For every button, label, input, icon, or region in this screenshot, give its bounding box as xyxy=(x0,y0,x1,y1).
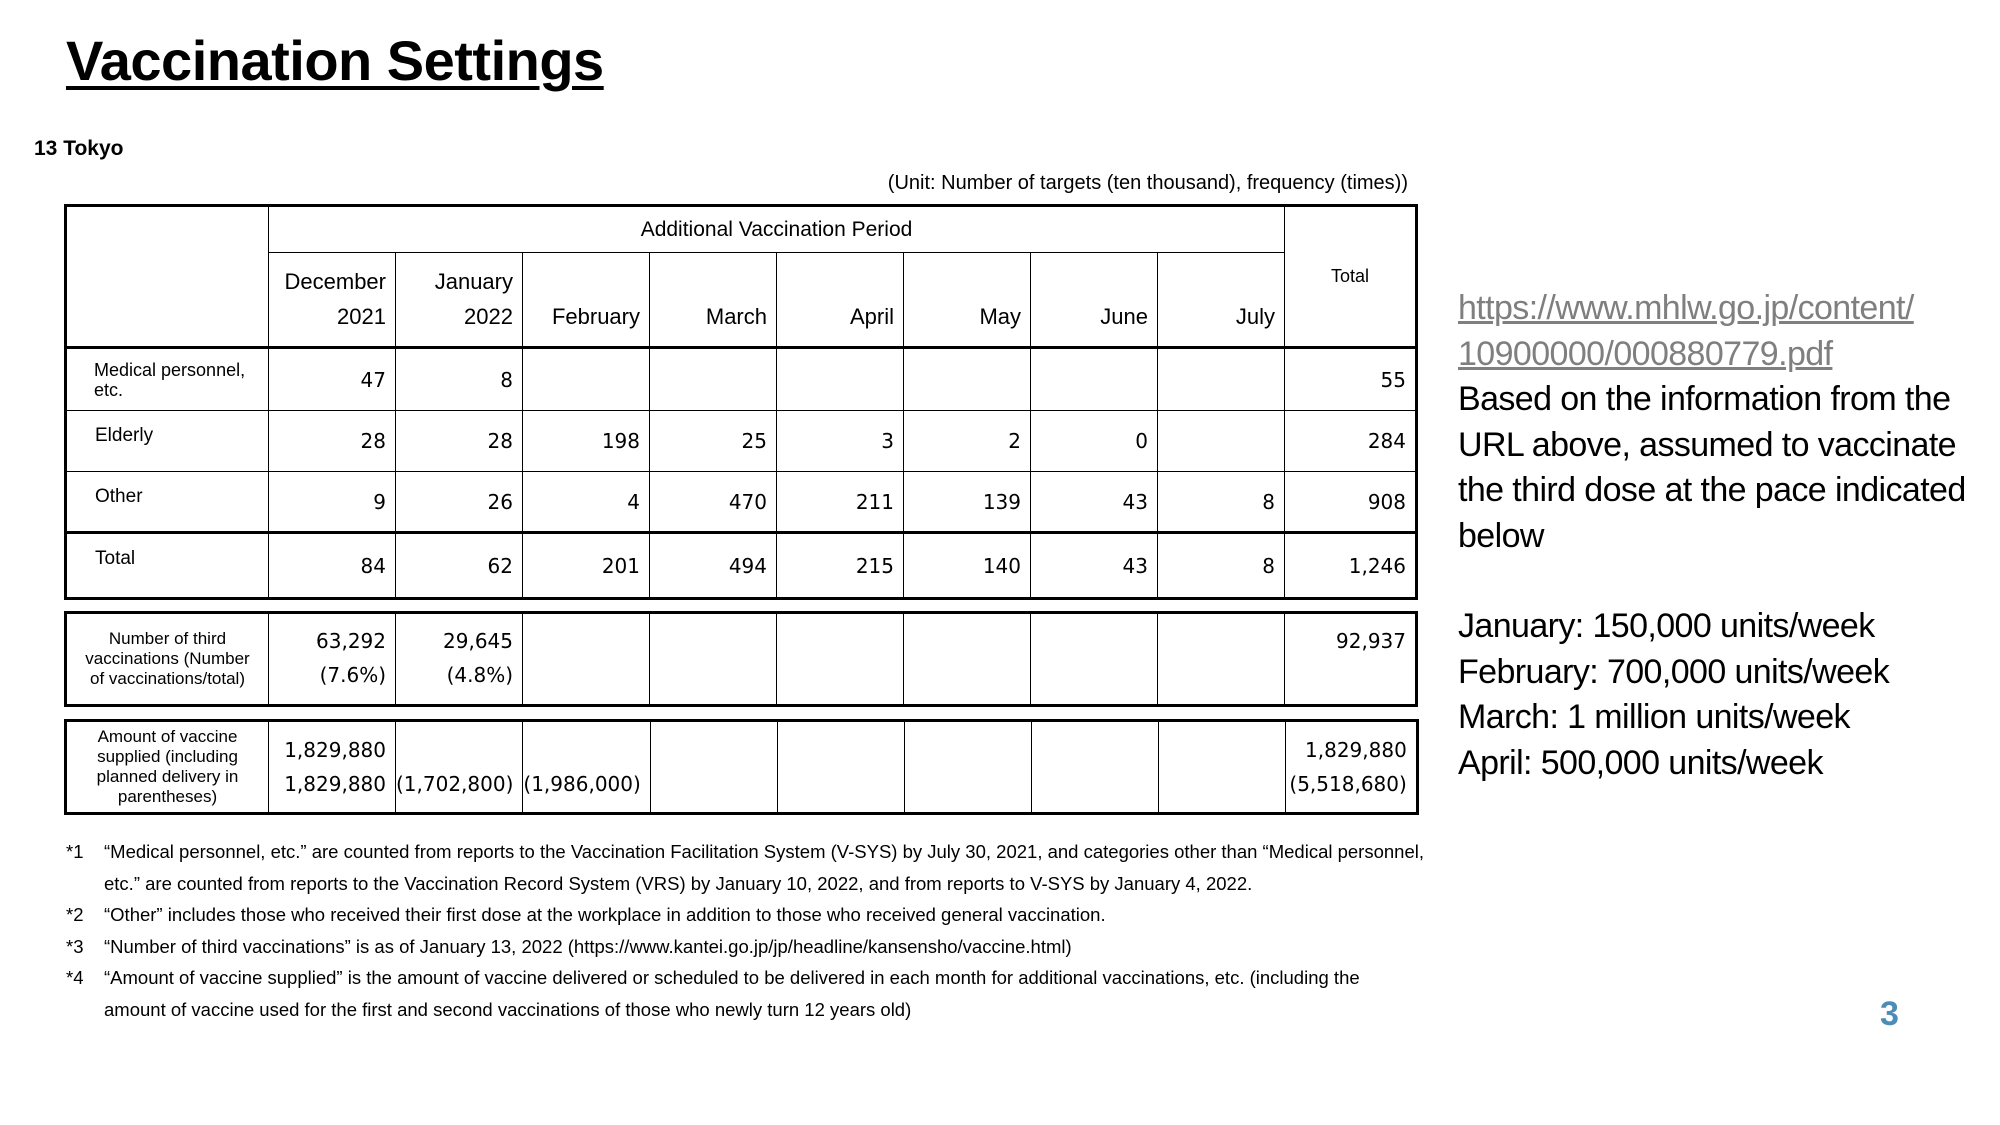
table-cell: 2 xyxy=(904,411,1031,472)
footnote-text: “Amount of vaccine supplied” is the amount of vaccine delivered or scheduled to be delivered in each month for additional vaccinations, etc. (including the amount of vaccine used for the first and second vaccinations of those who newly turn 12 years old) xyxy=(104,967,1360,1020)
table-cell: 139 xyxy=(904,472,1031,533)
unit-note: (Unit: Number of targets (ten thousand), frequency (times)) xyxy=(887,172,1408,194)
table-cell xyxy=(650,348,777,411)
source-link-line2: 10900000/000880779.pdf xyxy=(1458,334,1833,373)
table-cell: 140 xyxy=(904,533,1031,599)
table-cell: 84 xyxy=(269,533,396,599)
row-label: Elderly xyxy=(66,411,269,472)
third-vaccinations-label: Number of third vaccinations (Number of vaccinations/total) xyxy=(66,613,269,706)
footnote xyxy=(66,836,1426,899)
footnote-mark: *2 xyxy=(66,904,84,925)
table-cell xyxy=(904,348,1031,411)
vaccine-supply-cell xyxy=(777,721,904,814)
third-vaccinations-cell xyxy=(396,613,523,706)
table-cell: 8 xyxy=(1158,472,1285,533)
table-cell: 26 xyxy=(396,472,523,533)
month-header: July xyxy=(1158,253,1285,348)
vaccine-supply-delivered xyxy=(1032,750,1149,784)
table-cell: 28 xyxy=(396,411,523,472)
table-cell xyxy=(1031,348,1158,411)
vaccine-supply-planned: (1,986,000) xyxy=(523,772,641,796)
table-cell: 62 xyxy=(396,533,523,599)
pace-item: March: 1 million units/week xyxy=(1458,698,1850,736)
third-vaccinations-cell xyxy=(777,613,904,706)
third-vaccinations-cell xyxy=(523,613,650,706)
third-vaccinations-table xyxy=(64,611,1418,707)
third-vaccinations-percent: (4.8%) xyxy=(446,663,513,687)
row-label: Other xyxy=(66,472,269,533)
pace-item: February: 700,000 units/week xyxy=(1458,652,1890,691)
vaccine-supply-cell xyxy=(650,721,777,814)
third-vaccinations-cell xyxy=(269,613,396,706)
pace-item: January: 150,000 units/week xyxy=(1458,607,1875,645)
table-cell: 9 xyxy=(269,472,396,533)
source-panel xyxy=(1458,286,1978,786)
vaccine-supply-planned: 1,829,880 xyxy=(284,772,386,796)
vaccine-supply-total-planned: (5,518,680) xyxy=(1289,772,1407,796)
table-cell: 215 xyxy=(777,533,904,599)
table-cell: 3 xyxy=(777,411,904,472)
header-blank-cell xyxy=(66,206,269,348)
table-cell: 4 xyxy=(523,472,650,533)
row-total: 1,246 xyxy=(1285,533,1417,599)
vaccination-period-table xyxy=(64,204,1418,600)
pace-item: April: 500,000 units/week xyxy=(1458,743,1823,782)
vaccine-supply-table xyxy=(64,719,1419,815)
vaccine-supply-cell xyxy=(523,721,650,814)
third-vaccinations-percent: (7.6%) xyxy=(319,663,386,687)
vaccine-supply-delivered xyxy=(905,750,1022,784)
row-label: Medical personnel, etc. xyxy=(66,348,269,411)
month-header: January 2022 xyxy=(396,253,523,348)
vaccine-supply-cell xyxy=(396,721,523,814)
table-cell: 8 xyxy=(1158,533,1285,599)
row-label: Total xyxy=(66,533,269,599)
table-cell: 470 xyxy=(650,472,777,533)
vaccine-supply-delivered xyxy=(651,750,768,784)
footnote xyxy=(66,931,1426,963)
footnote-text: “Medical personnel, etc.” are counted from reports to the Vaccination Facilitation System (V-SYS) by July 30, 2021, and categories other than “Medical personnel, etc.” are counted from reports to the Vaccination Record System (VRS) by January 10, 2022, and from reports to V-SYS by January 4, 2022. xyxy=(104,841,1424,894)
row-total: 284 xyxy=(1285,411,1417,472)
source-link-line1: https://www.mhlw.go.jp/content/ xyxy=(1458,289,1914,327)
footnote-mark: *4 xyxy=(66,967,84,988)
table-cell: 494 xyxy=(650,533,777,599)
vaccine-supply-cell xyxy=(1158,721,1285,814)
table-cell: 211 xyxy=(777,472,904,533)
third-vaccinations-cell xyxy=(904,613,1031,706)
table-cell: 198 xyxy=(523,411,650,472)
table-cell: 43 xyxy=(1031,472,1158,533)
vaccine-supply-total-delivered: 1,829,880 xyxy=(1305,738,1407,762)
footnote-text: “Other” includes those who received their first dose at the workplace in addition to those who received general vaccination. xyxy=(104,904,1106,925)
table-cell: 47 xyxy=(269,348,396,411)
table-cell: 43 xyxy=(1031,533,1158,599)
table-cell: 25 xyxy=(650,411,777,472)
source-description: Based on the information from the URL above, assumed to vaccinate the third dose at the pace indicated below xyxy=(1458,380,1966,555)
page-number: 3 xyxy=(1880,995,1899,1033)
vaccine-supply-planned: (1,702,800) xyxy=(396,772,514,796)
month-header: April xyxy=(777,253,904,348)
footnote xyxy=(66,962,1426,1025)
month-header: December 2021 xyxy=(269,253,396,348)
vaccine-supply-total xyxy=(1285,721,1417,814)
region-label: 13 Tokyo xyxy=(34,137,124,160)
source-link[interactable] xyxy=(1458,286,1978,377)
month-header: March xyxy=(650,253,777,348)
footnote xyxy=(66,899,1426,931)
third-vaccinations-count: 29,645 xyxy=(443,629,513,653)
footnote-mark: *1 xyxy=(66,841,84,862)
total-header: Total xyxy=(1285,206,1417,348)
footnotes xyxy=(66,836,1426,1025)
row-total: 55 xyxy=(1285,348,1417,411)
row-total: 908 xyxy=(1285,472,1417,533)
vaccine-supply-cell xyxy=(1031,721,1158,814)
third-vaccinations-count: 63,292 xyxy=(316,629,386,653)
table-cell: 28 xyxy=(269,411,396,472)
table-cell xyxy=(1158,411,1285,472)
vaccine-supply-delivered: 1,829,880 xyxy=(284,738,386,762)
vaccine-supply-delivered xyxy=(396,733,513,767)
third-vaccinations-total: 92,937 xyxy=(1285,613,1417,706)
month-header: May xyxy=(904,253,1031,348)
third-vaccinations-cell xyxy=(1031,613,1158,706)
vaccine-supply-label: Amount of vaccine supplied (including planned delivery in parentheses) xyxy=(66,721,269,814)
footnote-text: “Number of third vaccinations” is as of January 13, 2022 (https://www.kantei.go.jp/jp/headline/kansensho/vaccine.html) xyxy=(104,935,1072,957)
vaccine-supply-delivered xyxy=(523,733,640,767)
month-header: February xyxy=(523,253,650,348)
table-cell xyxy=(1158,348,1285,411)
vaccine-supply-delivered xyxy=(778,750,895,784)
table-cell: 201 xyxy=(523,533,650,599)
vaccine-supply-cell xyxy=(269,721,396,814)
footnote-mark: *3 xyxy=(66,935,84,957)
table-cell xyxy=(777,348,904,411)
month-header: June xyxy=(1031,253,1158,348)
slide-title: Vaccination Settings xyxy=(66,29,604,92)
vaccine-supply-cell xyxy=(904,721,1031,814)
third-vaccinations-cell xyxy=(650,613,777,706)
pace-list xyxy=(1458,604,1978,786)
table-cell xyxy=(523,348,650,411)
table-cell: 0 xyxy=(1031,411,1158,472)
third-vaccinations-cell xyxy=(1158,613,1285,706)
period-header: Additional Vaccination Period xyxy=(269,206,1285,253)
table-cell: 8 xyxy=(396,348,523,411)
vaccine-supply-delivered xyxy=(1159,750,1276,784)
